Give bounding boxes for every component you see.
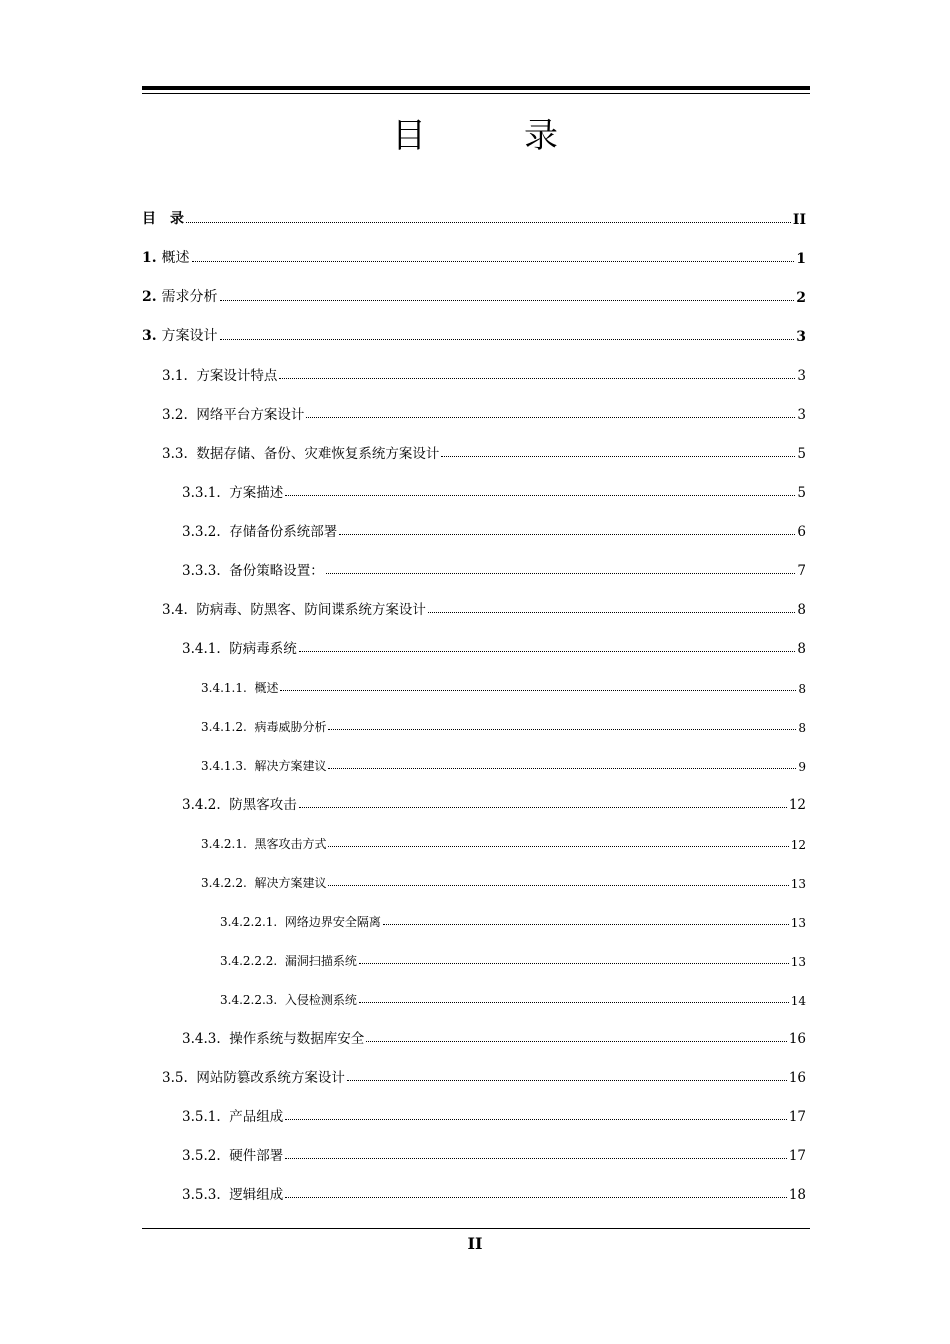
- toc-entry-number: 3.5.2.: [182, 1148, 221, 1164]
- toc-entry-label: [201, 679, 278, 696]
- toc-dot-leader: [428, 612, 796, 613]
- toc-entry[interactable]: [162, 1054, 806, 1086]
- toc-entry-label: [182, 1027, 364, 1047]
- toc-entry-page: 9: [798, 760, 806, 774]
- toc-dot-leader: [299, 651, 796, 652]
- toc-entry[interactable]: [201, 664, 806, 696]
- toc-entry-label: [182, 559, 324, 579]
- toc-entry[interactable]: [182, 1093, 806, 1125]
- toc-entry-label: [220, 952, 357, 969]
- toc-entry-text: 防病毒系统: [229, 641, 297, 657]
- toc-entry-page: 16: [788, 1070, 806, 1086]
- toc-entry-text: 需求分析: [161, 289, 218, 305]
- toc-dot-leader: [285, 495, 795, 496]
- toc-entry-label: [182, 520, 337, 540]
- toc-entry-page: 5: [797, 485, 806, 501]
- page-title: 目 录: [392, 116, 590, 156]
- toc-entry-number: 3.3.2.: [182, 524, 221, 540]
- toc-entry-text: 方案设计: [161, 328, 218, 344]
- header-rule-thick: [142, 86, 810, 90]
- toc-entry-page: 18: [788, 1187, 806, 1203]
- toc-entry-page: 8: [797, 641, 806, 657]
- toc-dot-leader: [347, 1080, 787, 1081]
- toc-entry-text: 网站防篡改系统方案设计: [196, 1070, 345, 1086]
- toc-dot-leader: [359, 963, 789, 964]
- toc-entry-number: 目 录: [142, 211, 184, 227]
- toc-entry-page: 8: [797, 602, 806, 618]
- toc-entry-number: 3.: [142, 328, 157, 344]
- toc-entry-text: 漏洞扫描系统: [284, 954, 357, 968]
- toc-entry-label: [182, 637, 297, 657]
- toc-entry-label: [162, 403, 304, 423]
- toc-entry-number: 3.4.2.2.: [201, 876, 247, 890]
- toc-entry-page: II: [792, 212, 806, 228]
- toc-entry-number: 3.4.3.: [182, 1031, 221, 1047]
- toc-entry-number: 3.3.: [162, 446, 188, 462]
- toc-entry-text: 入侵检测系统: [284, 993, 357, 1007]
- toc-entry-page: 12: [790, 838, 806, 852]
- toc-entry[interactable]: [142, 274, 806, 306]
- toc-entry[interactable]: [220, 976, 806, 1008]
- toc-entry-text: 概述: [161, 250, 190, 266]
- toc-entry-text: 操作系统与数据库安全: [229, 1031, 365, 1047]
- toc-entry-number: 3.4.2.2.3.: [220, 993, 278, 1007]
- toc-entry-label: [182, 1183, 283, 1203]
- toc-entry-label: [182, 1144, 283, 1164]
- toc-entry-number: 3.4.1.2.: [201, 720, 247, 734]
- toc-entry[interactable]: [142, 313, 806, 345]
- toc-entry-text: 存储备份系统部署: [229, 524, 338, 540]
- toc-entry-text: 方案描述: [229, 485, 284, 501]
- toc-entry[interactable]: [220, 898, 806, 930]
- toc-dot-leader: [328, 846, 788, 847]
- toc-entry[interactable]: [182, 469, 806, 501]
- toc-entry-label: [162, 598, 426, 618]
- toc-entry-page: 2: [796, 290, 806, 306]
- toc-entry-number: 1.: [142, 250, 157, 266]
- toc-entry-page: 7: [797, 563, 806, 579]
- toc-entry[interactable]: [201, 742, 806, 774]
- toc-entry-text: 备份策略设置：: [229, 563, 324, 579]
- toc-entry-page: 8: [798, 682, 806, 696]
- toc-entry-number: 3.4.1.1.: [201, 681, 247, 695]
- toc-entry-page: 1: [796, 251, 806, 267]
- toc-entry-number: 3.4.: [162, 602, 188, 618]
- toc-entry-page: 13: [790, 877, 806, 891]
- toc-entry-label: [142, 208, 184, 228]
- toc-entry-page: 17: [788, 1109, 806, 1125]
- toc-entry-label: [182, 1105, 283, 1125]
- toc-entry-label: [201, 835, 326, 852]
- toc-entry-page: 14: [790, 994, 806, 1008]
- toc-entry[interactable]: [182, 1132, 806, 1164]
- toc-dot-leader: [359, 1002, 789, 1003]
- toc-entry-text: 网络平台方案设计: [196, 407, 305, 423]
- header-rule-thin: [142, 93, 810, 94]
- toc-entry[interactable]: [162, 352, 806, 384]
- toc-entry-page: 8: [798, 721, 806, 735]
- toc-dot-leader: [192, 261, 795, 262]
- toc-entry-text: 概述: [254, 681, 279, 695]
- toc-entry-text: 防黑客攻击: [229, 797, 297, 813]
- toc-entry-number: 3.3.3.: [182, 563, 221, 579]
- toc-dot-leader: [186, 222, 791, 223]
- toc-entry[interactable]: [182, 547, 806, 579]
- toc-dot-leader: [366, 1041, 787, 1042]
- toc-entry[interactable]: [182, 781, 806, 813]
- toc-dot-leader: [279, 378, 795, 379]
- toc-entry-text: 黑客攻击方式: [254, 837, 327, 851]
- toc-dot-leader: [328, 768, 796, 769]
- toc-entry-label: [162, 1066, 345, 1086]
- toc-entry-text: 网络边界安全隔离: [284, 915, 381, 929]
- toc-dot-leader: [326, 573, 796, 574]
- toc-entry-text: 产品组成: [229, 1109, 284, 1125]
- toc-entry-label: [220, 913, 381, 930]
- toc-entry-text: 逻辑组成: [229, 1187, 284, 1203]
- toc-entry-number: 3.4.1.: [182, 641, 221, 657]
- toc-dot-leader: [441, 456, 795, 457]
- toc-entry[interactable]: [182, 1015, 806, 1047]
- toc-entry-label: [201, 874, 326, 891]
- toc-entry-number: 3.4.2.2.1.: [220, 915, 278, 929]
- toc-dot-leader: [285, 1158, 787, 1159]
- toc-entry-text: 方案设计特点: [196, 368, 278, 384]
- toc-dot-leader: [383, 924, 789, 925]
- toc-entry[interactable]: [162, 586, 806, 618]
- toc-entry-page: 13: [790, 916, 806, 930]
- toc-entry-page: 5: [797, 446, 806, 462]
- toc-dot-leader: [220, 300, 795, 301]
- toc-entry-text: 解决方案建议: [254, 876, 327, 890]
- toc-entry-page: 16: [788, 1031, 806, 1047]
- toc-entry-label: [142, 247, 190, 267]
- toc-entry-page: 3: [797, 368, 806, 384]
- toc-entry-text: 硬件部署: [229, 1148, 284, 1164]
- toc-entry-page: 13: [790, 955, 806, 969]
- toc-entry-number: 3.5.3.: [182, 1187, 221, 1203]
- toc-entry-number: 3.4.1.3.: [201, 759, 247, 773]
- toc-entry-page: 6: [797, 524, 806, 540]
- toc-entry-number: 3.5.1.: [182, 1109, 221, 1125]
- toc-dot-leader: [328, 729, 796, 730]
- toc-entry-text: 数据存储、备份、灾难恢复系统方案设计: [196, 446, 440, 462]
- toc-entry-label: [142, 286, 218, 306]
- toc-entry-number: 3.1.: [162, 368, 188, 384]
- toc-dot-leader: [285, 1119, 787, 1120]
- toc-entry-number: 3.4.2.: [182, 797, 221, 813]
- toc-entry[interactable]: [220, 937, 806, 969]
- toc-dot-leader: [339, 534, 795, 535]
- toc-entry-number: 3.3.1.: [182, 485, 221, 501]
- toc-entry-label: [220, 991, 357, 1008]
- toc-entry-page: 12: [788, 797, 806, 813]
- toc-entry-label: [142, 325, 218, 345]
- toc-entry-number: 2.: [142, 289, 157, 305]
- toc-dot-leader: [280, 690, 796, 691]
- toc-entry[interactable]: [201, 859, 806, 891]
- toc-entry-number: 3.2.: [162, 407, 188, 423]
- toc-dot-leader: [299, 807, 787, 808]
- toc-entry-text: 解决方案建议: [254, 759, 327, 773]
- footer-rule: [142, 1228, 810, 1229]
- toc-entry-number: 3.5.: [162, 1070, 188, 1086]
- toc-dot-leader: [306, 417, 795, 418]
- toc-entry[interactable]: [162, 430, 806, 462]
- toc-entry-number: 3.4.2.1.: [201, 837, 247, 851]
- toc-entry-label: [201, 757, 326, 774]
- toc-entry[interactable]: [142, 196, 806, 228]
- toc-entry-label: [162, 442, 439, 462]
- toc-entry-label: [201, 718, 326, 735]
- toc-entry[interactable]: [182, 625, 806, 657]
- toc-entry-text: 病毒威胁分析: [254, 720, 327, 734]
- toc-entry-page: 17: [788, 1148, 806, 1164]
- toc-entry-label: [182, 481, 283, 501]
- toc-entry-label: [162, 364, 277, 384]
- toc-entry[interactable]: [182, 1171, 806, 1203]
- toc-entry-text: 防病毒、防黑客、防间谍系统方案设计: [196, 602, 426, 618]
- toc-entry[interactable]: [201, 820, 806, 852]
- toc-entry-number: 3.4.2.2.2.: [220, 954, 278, 968]
- toc-dot-leader: [285, 1197, 787, 1198]
- toc-entry[interactable]: [142, 235, 806, 267]
- toc-entry-label: [182, 793, 297, 813]
- toc-entry[interactable]: [162, 391, 806, 423]
- toc-dot-leader: [220, 339, 795, 340]
- toc-entry-page: 3: [796, 329, 806, 345]
- toc-entry[interactable]: [182, 508, 806, 540]
- toc-entry-page: 3: [797, 407, 806, 423]
- toc-entry[interactable]: [201, 703, 806, 735]
- toc-dot-leader: [328, 885, 788, 886]
- page-number: II: [467, 1234, 483, 1253]
